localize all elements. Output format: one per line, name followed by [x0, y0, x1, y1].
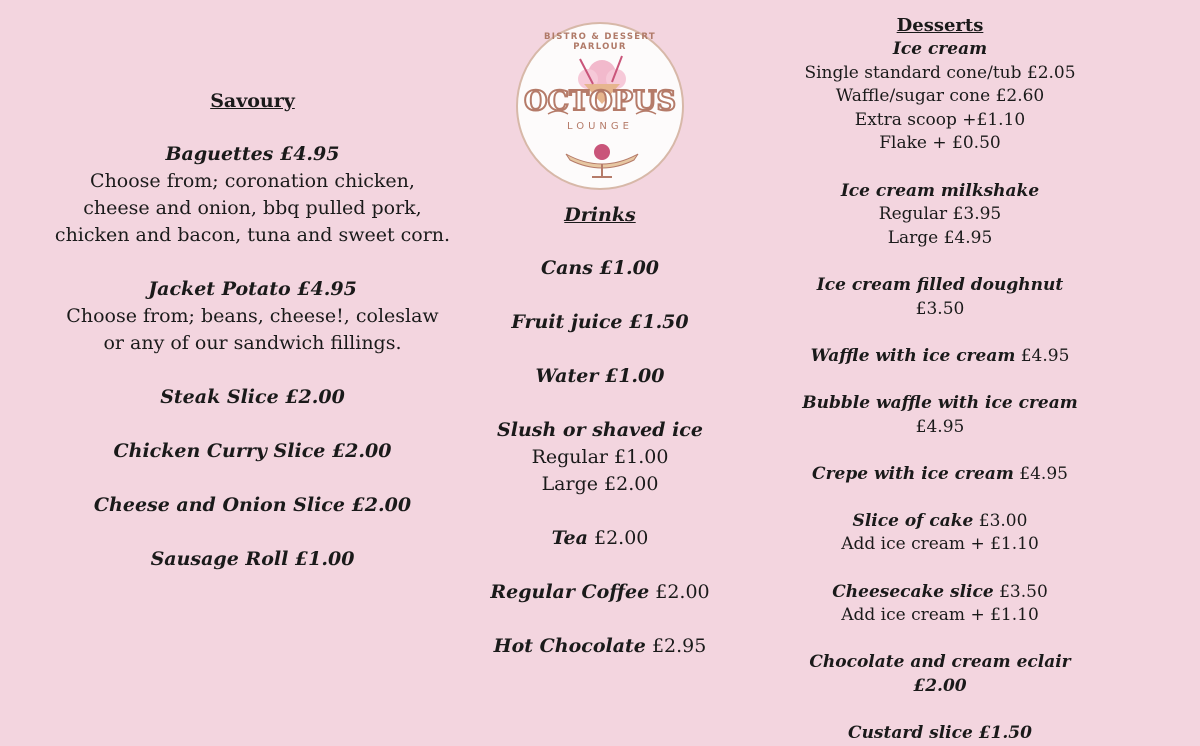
crepe-ice-cream — [790, 463, 1090, 487]
chicken-curry-slice: Chicken Curry Slice £2.00 — [113, 440, 392, 462]
slush-title: Slush or shaved ice — [497, 419, 703, 441]
savoury-heading: Savoury — [210, 90, 295, 112]
crepe-price: £4.95 — [1019, 463, 1068, 484]
bubble-name: Bubble waffle with ice cream — [802, 392, 1078, 413]
custard-slice: Custard slice £1.50 — [848, 723, 1032, 744]
jacket-desc-1: Choose from; beans, cheese!, coleslaw — [66, 305, 439, 327]
logo-subtitle: LOUNGE — [567, 121, 633, 132]
jacket-desc-2: or any of our sandwich fillings. — [103, 332, 402, 354]
milkshake-regular: Regular £3.95 — [878, 204, 1002, 225]
ice-cream-title: Ice cream — [892, 39, 988, 59]
fruit-juice: Fruit juice £1.50 — [511, 311, 689, 333]
chocolate-eclair: Chocolate and cream eclair £2.00 — [809, 652, 1071, 697]
waffle-name: Waffle with ice cream — [810, 345, 1016, 366]
ice-cream-line-3: Extra scoop +£1.10 — [854, 109, 1026, 130]
coffee-price: £2.00 — [655, 581, 710, 603]
ice-cream-line-4: Flake + £0.50 — [879, 133, 1001, 154]
cheesecake-name: Cheesecake slice — [832, 581, 994, 602]
cake-addon: Add ice cream + £1.10 — [841, 534, 1039, 555]
ice-cream-line-2: Waffle/sugar cone £2.60 — [835, 86, 1045, 107]
steak-slice: Steak Slice £2.00 — [160, 386, 345, 408]
bubble-price: £4.95 — [915, 416, 965, 437]
bubble-waffle — [790, 392, 1090, 439]
coffee-name: Regular Coffee — [490, 581, 650, 603]
waffle-price: £4.95 — [1020, 345, 1070, 366]
cheese-onion-slice: Cheese and Onion Slice £2.00 — [93, 494, 412, 516]
baguettes-desc-3: chicken and bacon, tuna and sweet corn. — [54, 224, 451, 246]
baguettes-desc-2: cheese and onion, bbq pulled pork, — [83, 197, 422, 219]
tea-price: £2.00 — [594, 527, 649, 549]
slice-of-cake — [790, 510, 1090, 534]
drinks-heading: Drinks — [564, 204, 636, 226]
octopus-lounge-logo — [516, 22, 684, 190]
cheesecake-price: £3.50 — [999, 581, 1048, 602]
sausage-roll: Sausage Roll £1.00 — [150, 548, 355, 570]
cheesecake-slice — [790, 581, 1090, 605]
water: Water £1.00 — [535, 365, 665, 387]
jacket-potato-title: Jacket Potato £4.95 — [148, 278, 357, 300]
milkshake-title: Ice cream milkshake — [840, 180, 1040, 201]
drinks-column — [470, 202, 730, 660]
cheesecake-addon: Add ice cream + £1.10 — [841, 605, 1039, 626]
tea-name: Tea — [551, 527, 588, 549]
regular-coffee — [470, 579, 730, 606]
doughnut-price: £3.50 — [915, 298, 965, 319]
slush-regular: Regular £1.00 — [531, 446, 669, 468]
doughnut-name: Ice cream filled doughnut — [816, 274, 1064, 295]
savoury-column — [40, 88, 465, 573]
crepe-name: Crepe with ice cream — [812, 463, 1014, 484]
baguettes-desc-1: Choose from; coronation chicken, — [90, 170, 415, 192]
hot-choc-name: Hot Chocolate — [493, 635, 646, 657]
logo-name: OCTOPUS — [524, 86, 676, 117]
milkshake-large: Large £4.95 — [887, 227, 993, 248]
desserts-heading: Desserts — [896, 15, 984, 36]
waffle-ice-cream — [790, 345, 1090, 369]
hot-choc-price: £2.95 — [651, 635, 707, 657]
ice-cream-doughnut — [790, 274, 1090, 321]
tea — [470, 525, 730, 552]
cake-price: £3.00 — [978, 510, 1028, 531]
hot-chocolate — [470, 633, 730, 660]
ice-cream-line-1: Single standard cone/tub £2.05 — [804, 62, 1076, 83]
slush-large: Large £2.00 — [541, 473, 659, 495]
cans: Cans £1.00 — [540, 257, 660, 279]
baguettes-title: Baguettes £4.95 — [165, 143, 340, 165]
cake-name: Slice of cake — [852, 510, 974, 531]
logo-tagline: BISTRO & DESSERT PARLOUR — [544, 32, 656, 52]
desserts-column — [790, 14, 1090, 746]
